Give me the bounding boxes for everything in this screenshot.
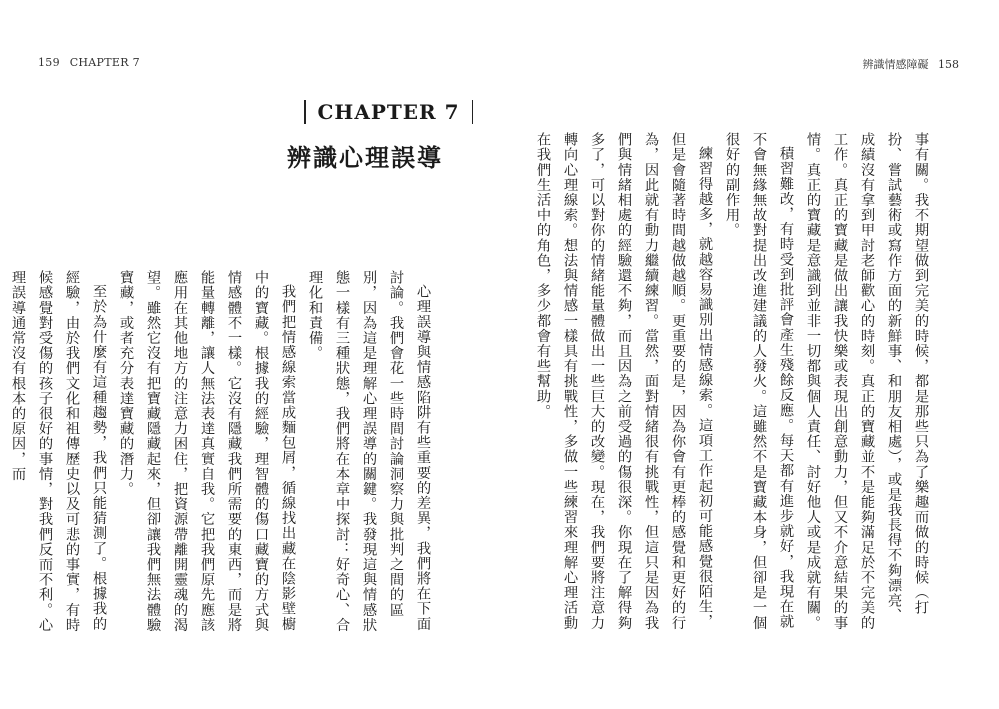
left-page-body [10,270,436,635]
chapter-right-rule [472,100,474,124]
right-paragraph-3: 練習得越多，就越容易識別出情感線索。這項工作起初可能感覺很陌生，但是會隨著時間越做越順。更重要的是，因為你會有更棒的感覺和更好的行為，因此就有動力繼續練習。當然，面對情緒很有挑戰性，但這只是因為我們與情緒相處的經驗還不夠，而且因為之前受過的傷很深。你現在了解得夠多了，可以對你的情緒能量體做出一些巨大的改變。現在，我們要將注意力轉向心理線索。想法與情感一樣具有挑戰性，多做一些練習來理解心理活動在我們生活中的角色，多少都會有些幫助。 [535,132,713,631]
right-running-header [857,56,960,72]
left-paragraph-1: 心理誤導與情感陷阱有些重要的差異，我們將在下面討論。我們會花一些時間討論洞察力與批判之間的區別，因為這是理解心理誤導的關鍵。我發現這與情感狀態一樣有三種狀態，我們將在本章中探討：好奇心、合理化和責備。 [307,270,431,633]
left-paragraph-2: 我們把情感線索當成麵包屑，循線找出藏在陰影壁櫥中的寶藏。根據我的經驗，理智體的傷口藏寶的方式與情感體不一樣。它沒有隱藏我們所需要的東西，而是將能量轉離，讓人無法表達真實自我。它把我們原先應該應用在其他地方的注意力困住，把資源帶離開靈魂的渴望。雖然它沒有把寶藏隱藏起來，但卻讓我們無法體驗寶藏，或者充分表達寶藏的潛力。 [118,270,296,633]
left-running-title: CHAPTER 7 [69,56,140,69]
right-page-number: 158 [938,58,959,71]
right-running-title: 辨識情感障礙 [862,58,929,71]
chapter-label-text: CHAPTER 7 [317,100,460,124]
right-paragraph-1: 事有關。我不期望做到完美的時候，都是那些只為了樂趣而做的時候（打扮、嘗試藝術或寫作方面的新鮮事、和朋友相處），或是我長得不夠漂亮、成績沒有拿到甲討老師歡心的時刻。真正的寶藏並不是能夠滿足於不完美的工作。真正的寶藏是做出讓我快樂或表現出創意動力，但又不介意結果的事情。真正的寶藏是意識到並非一切都與個人責任、討好他人或是成就有關。 [805,132,929,631]
chapter-title: 辨識心理誤導 [287,144,443,172]
left-paragraph-3: 至於為什麼有這種趨勢，我們只能猜測了。根據我的經驗，由於我們文化和祖傳歷史以及可悲的事實，有時候感覺對受傷的孩子很好的事情，對我們反而不利。心理誤導通常沒有根本的原因，而 [10,270,107,633]
right-paragraph-2: 積習難改，有時受到批評會產生殘餘反應。每天都有進步就好，我現在就不會無緣無故對提出改進建議的人發火。這雖然不是寶藏本身，但卻是一個很好的副作用。 [724,132,794,631]
right-page-body [535,132,934,632]
chapter-left-rule [304,100,306,124]
chapter-label [292,100,485,124]
left-running-header [38,56,146,69]
left-page-number: 159 [38,56,60,69]
